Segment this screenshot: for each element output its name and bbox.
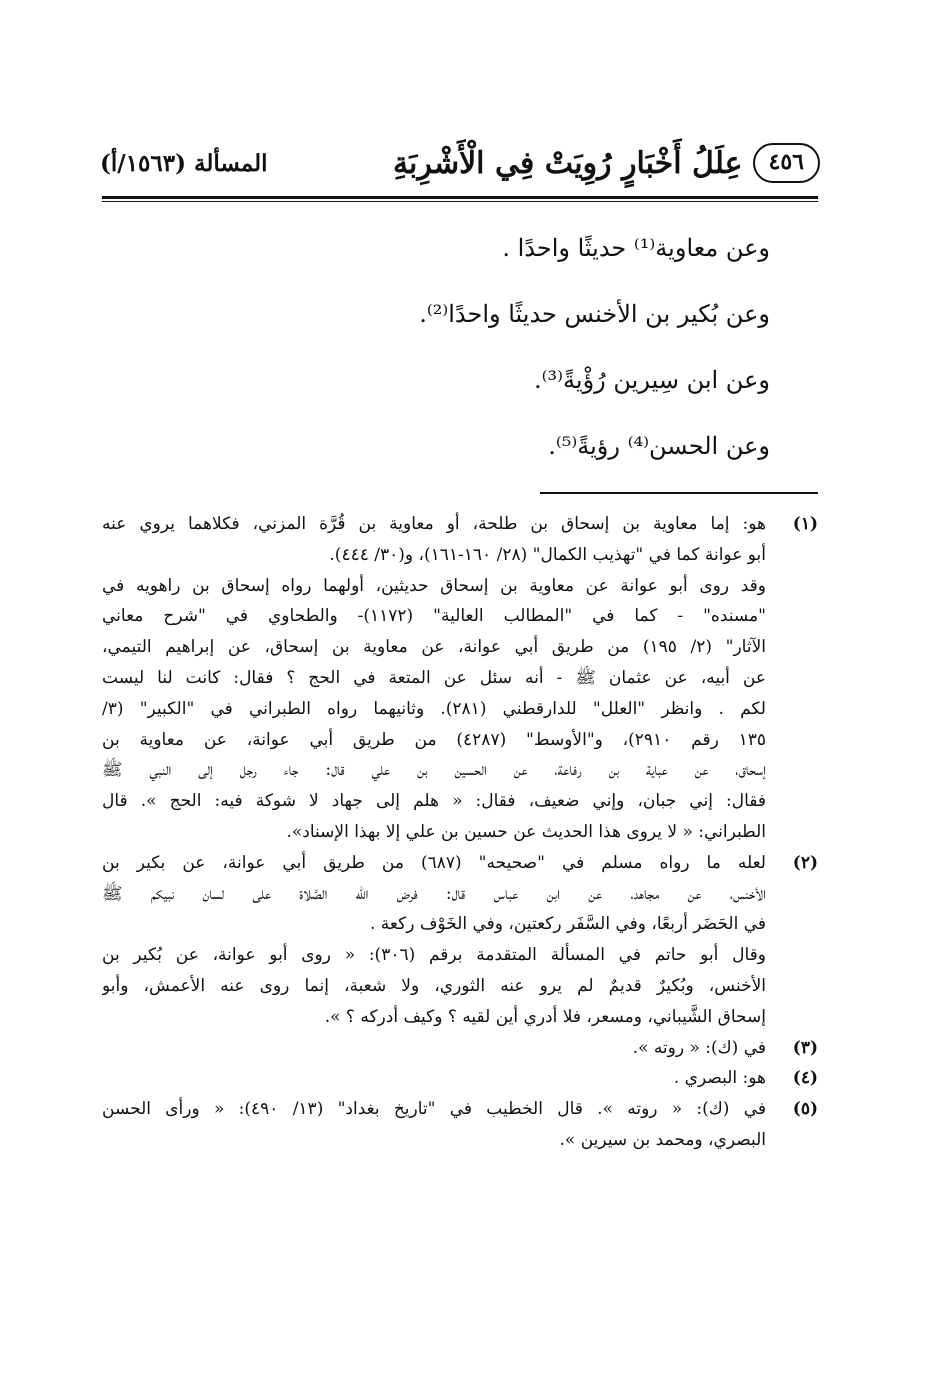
footnote-4: [102, 1063, 818, 1094]
footnote-line: هو: إما معاوية بن إسحاق بن طلحة، أو معاوية بن قُرَّة المزني، فكلاهما يروي عنه: [102, 514, 766, 534]
footnote-line: عن أبيه، عن عثمان ﷺ - أنه سئل عن المتعة في الحج ؟ فقال: كانت لنا ليست: [102, 667, 766, 688]
footnote-number: (٤): [792, 1068, 818, 1089]
footnote-5: [102, 1094, 818, 1156]
footnote-body: [102, 1033, 766, 1064]
footnote-line: ١٣٥ رقم ٢٩١٠)، و"الأوسط" (٤٢٨٧) من طريق أبي عوانة، عن معاوية بن: [102, 729, 766, 750]
footnote-line: في الحَضَر أربعًا، وفي السَّفَر ركعتين، وفي الخَوْف ركعة .: [369, 914, 766, 935]
footnote-3: [102, 1033, 818, 1064]
main-line: وعن ابن سِيرين رُؤْيةً⁽³⁾.: [533, 366, 770, 394]
main-line: وعن بُكير بن الأخنس حديثًا واحدًا⁽²⁾.: [419, 300, 770, 328]
footnote-line: الأخنس، عن مجاهد، عن ابن عباس قال: فرض الله الصَّلاة على لسان نبيكم ﷺ: [102, 883, 766, 904]
footnotes: [102, 509, 818, 1156]
footnote-2: [102, 848, 818, 1033]
footnote-line: لكم . وانظر "العلل" للدارقطني (٢٨١). وثانيهما رواه الطبراني في "الكبير" (٣/: [102, 698, 766, 719]
footnote-line: لعله ما رواه مسلم في "صحيحه" (٦٨٧) من طريق أبي عوانة، عن بكير بن: [102, 852, 766, 873]
header-rule-thin: [102, 201, 818, 202]
footnote-number: (٢): [792, 852, 818, 873]
issue-label: المسألة (١٥٦٣/أ): [100, 149, 268, 177]
main-line: وعن معاوية⁽¹⁾ حديثًا واحدًا .: [502, 234, 770, 262]
footnote-1: [102, 509, 818, 848]
footnote-line: البصري، ومحمد بن سيرين ».: [559, 1129, 766, 1150]
header-rule-thick: [102, 196, 818, 199]
footnote-line: وقد روى أبو عوانة عن معاوية بن إسحاق حديثين، أولهما رواه إسحاق بن راهويه في: [102, 575, 766, 596]
footnote-line: في (ك): « روته ».: [632, 1037, 766, 1058]
page-header: [100, 140, 820, 186]
header-right-group: [393, 143, 820, 183]
footnote-body: [102, 848, 766, 1033]
footnote-line: هو: البصري .: [673, 1068, 766, 1089]
footnote-line: الأخنس، وبُكيرٌ قديمٌ لم يرو عنه الثوري، ولا شعبة، إنما روى عنه الأعمش، وأبو: [102, 975, 766, 996]
footnote-line: الآثار" (٢/ ١٩٥) من طريق أبي عوانة، عن معاوية بن إسحاق، عن إبراهيم التيمي،: [102, 637, 766, 658]
footnote-body: [102, 1063, 766, 1094]
page-number: ٤٥٦: [753, 143, 820, 183]
footnote-line: "مسنده" - كما في "المطالب العالية" (١١٧٢)- والطحاوي في "شرح معاني: [102, 606, 766, 627]
footnote-line: في (ك): « روته ». قال الخطيب في "تاريخ بغداد" (١٣/ ٤٩٠): « ورأى الحسن: [102, 1099, 766, 1120]
footnote-separator: [540, 492, 818, 494]
main-line: وعن الحسن⁽⁴⁾ رؤيةً⁽⁵⁾.: [548, 432, 770, 460]
book-title: عِلَلُ أَخْبَارٍ رُوِيَتْ فِي الْأَشْرِبَةِ: [392, 145, 743, 181]
footnote-line: إسحاق الشَّيباني، ومسعر، فلا أدري أين لقيه ؟ وكيف أدركه ؟ ».: [324, 1006, 766, 1027]
main-text: [120, 215, 770, 479]
footnote-number: (١): [792, 514, 818, 534]
footnote-line: فقال: إني جبان، وإني ضعيف، فقال: « هلم إلى جهاد لا شوكة فيه: الحج ». قال: [102, 791, 766, 812]
footnote-number: (٣): [792, 1037, 818, 1058]
footnote-number: (٥): [792, 1099, 818, 1120]
footnote-body: [102, 1094, 766, 1156]
footnote-line: أبو عوانة كما في "تهذيب الكمال" (٢٨/ ١٦٠-١٦١)، و(٣٠/ ٤٤٤).: [329, 544, 766, 565]
footnote-line: إسحاق، عن عباية بن رفاعة، عن الحسين بن علي قال: جاء رجل إلى النبي ﷺ: [102, 760, 766, 781]
footnote-body: [102, 509, 766, 848]
footnote-line: وقال أبو حاتم في المسألة المتقدمة برقم (٣٠٦): « روى أبو عوانة، عن بُكير بن: [102, 945, 766, 966]
footnote-line: الطبراني: « لا يروى هذا الحديث عن حسين بن علي إلا بهذا الإسناد».: [286, 821, 766, 842]
